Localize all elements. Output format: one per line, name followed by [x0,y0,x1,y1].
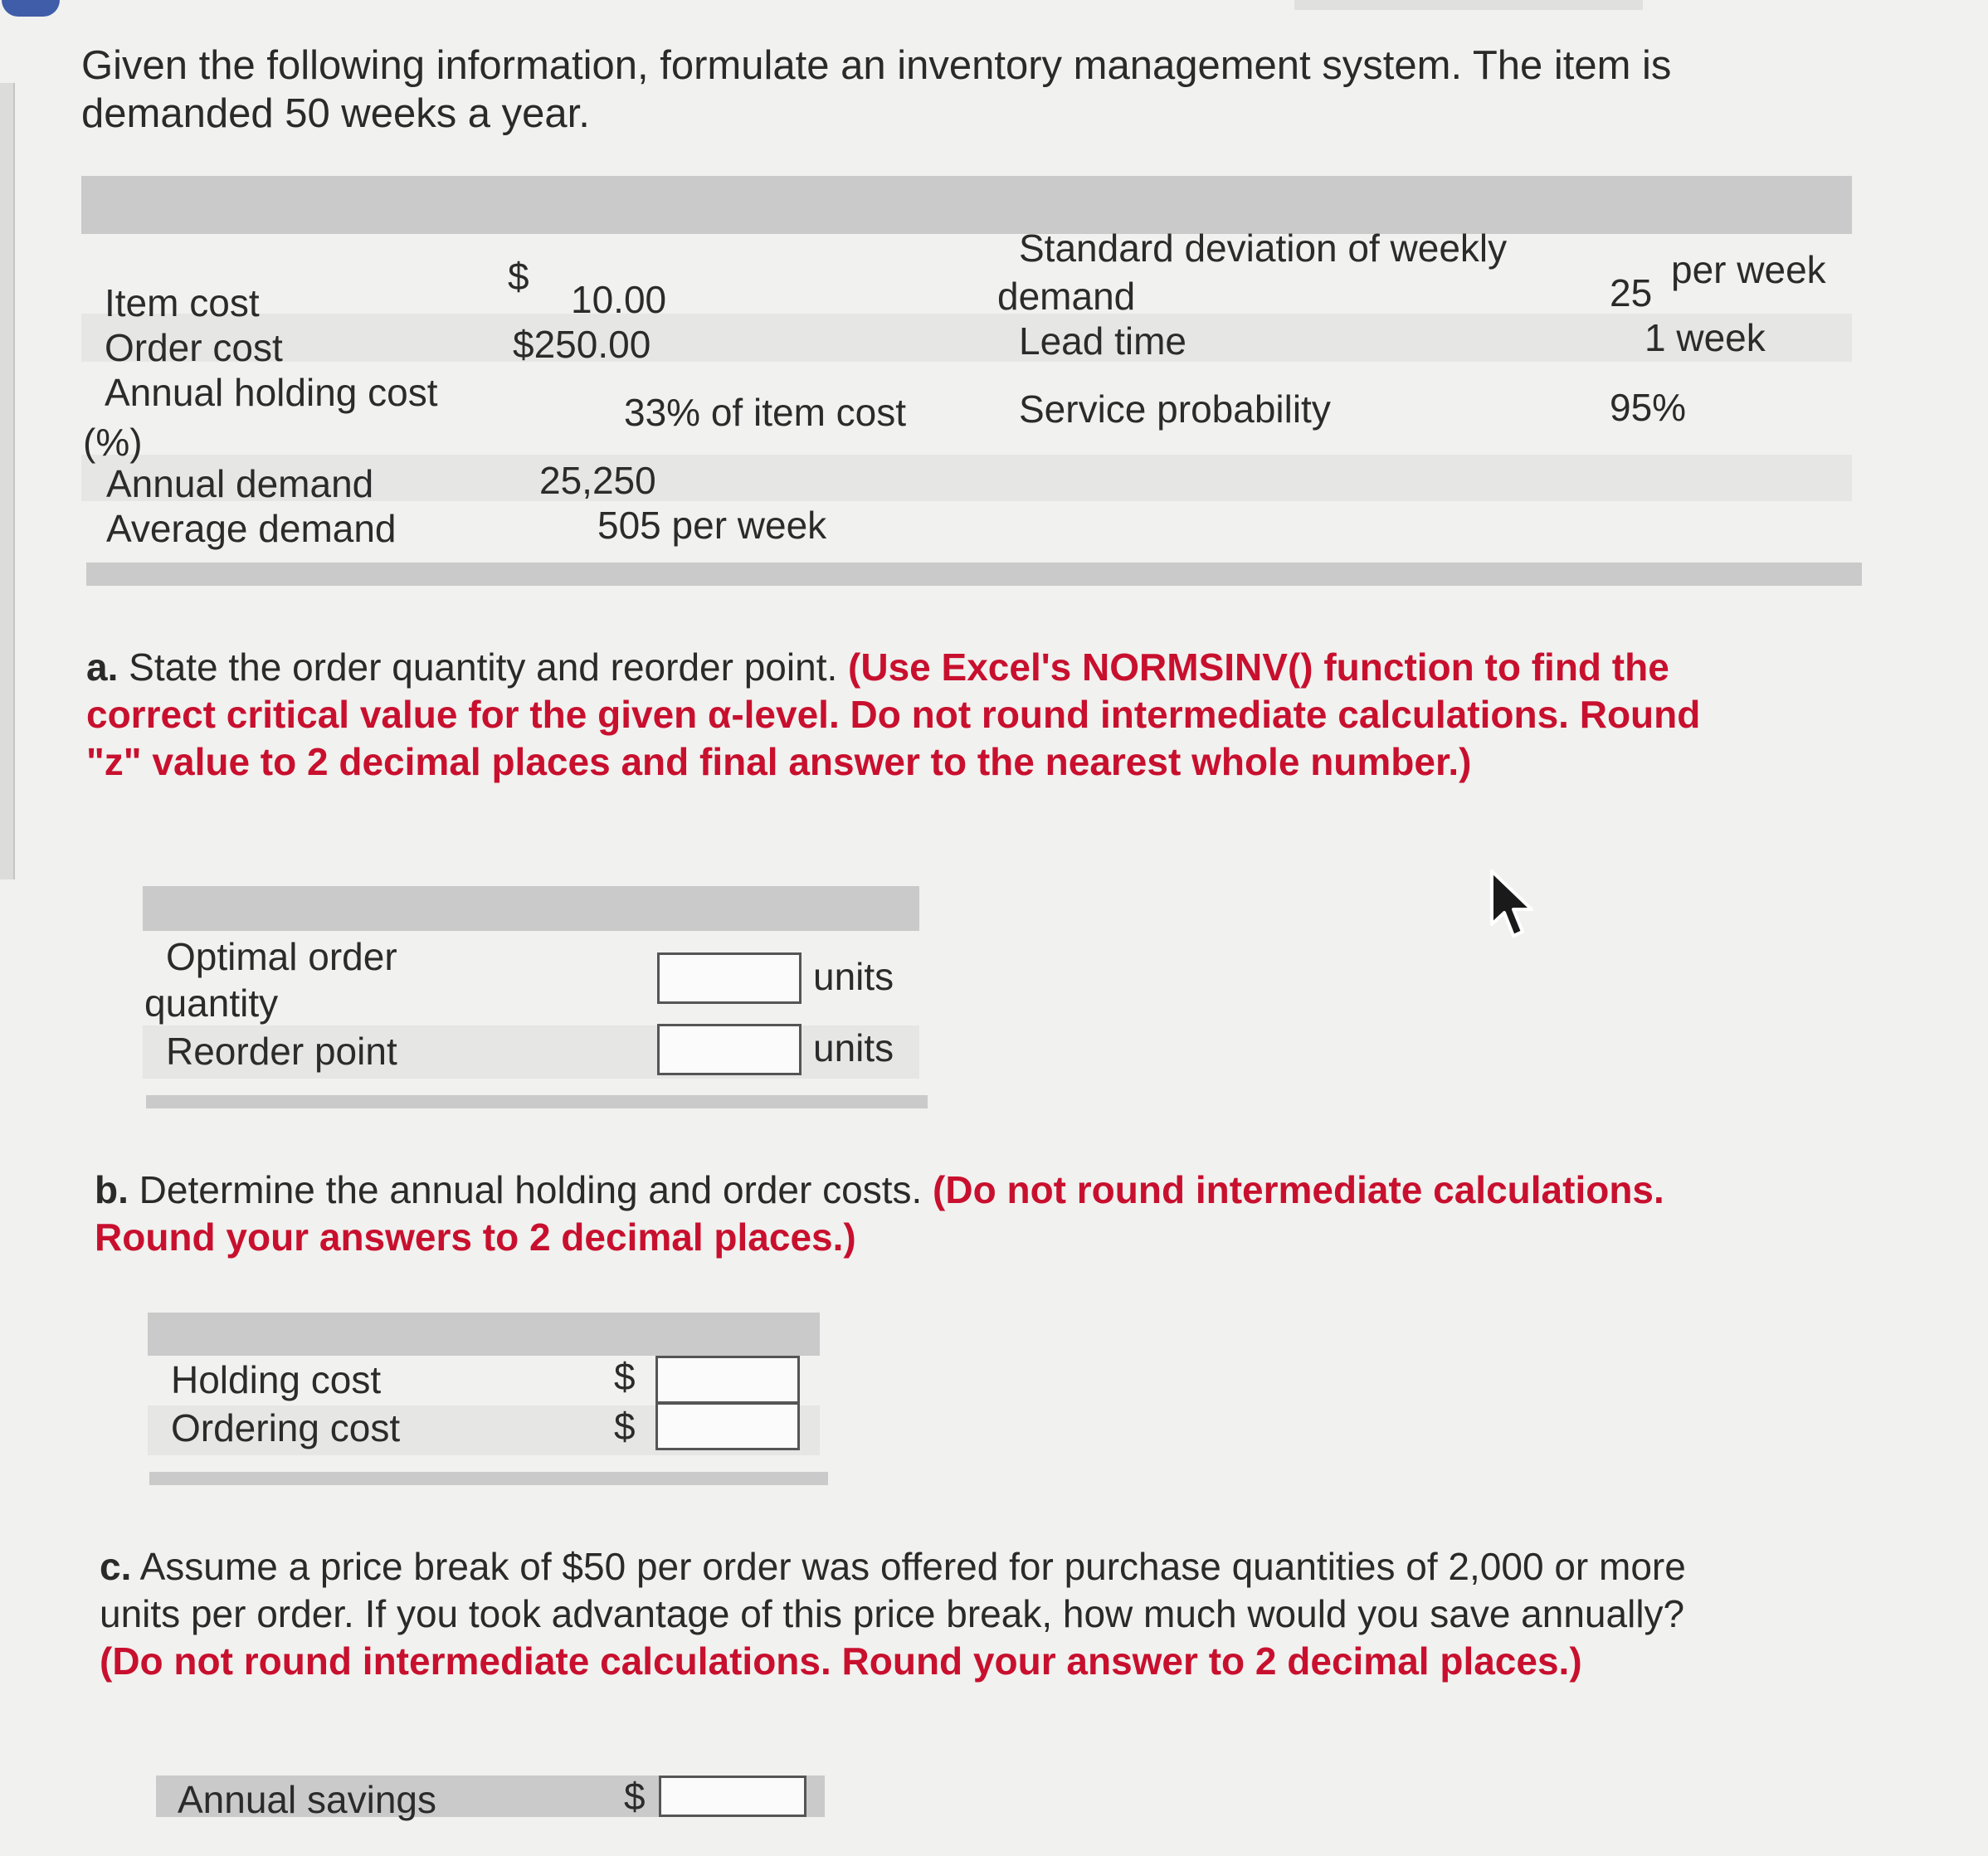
optimal-order-quantity-input[interactable] [657,952,802,1004]
average-demand-value: 505 per week [597,504,827,547]
std-dev-value: 25 [1610,271,1653,314]
item-cost-label: Item cost [105,281,260,324]
part-a-letter: a. [86,645,119,689]
part-b-table-header [148,1313,820,1356]
holding-cost-dollar: $ [614,1355,636,1398]
holding-cost-label: Annual holding cost [105,371,438,414]
reorder-point-input[interactable] [657,1024,802,1075]
item-cost-symbol: $ [508,255,529,298]
annual-demand-label: Annual demand [106,462,374,505]
optimal-order-quantity-unit: units [813,955,894,998]
ordering-cost-dollar: $ [614,1405,636,1448]
average-demand-label: Average demand [106,507,397,550]
holding-cost-result-label: Holding cost [171,1358,382,1401]
order-cost-label: Order cost [105,326,283,369]
item-cost-value: 10.00 [571,278,667,321]
annual-savings-dollar: $ [624,1775,646,1818]
part-c-instruction: (Do not round intermediate calculations. Round your answer to 2 decimal places.) [100,1639,1582,1683]
part-a-table-footer [146,1095,928,1108]
part-a-text: State the order quantity and reorder point. [129,645,838,689]
annual-demand-value: 25,250 [539,459,656,502]
part-b-table-footer [149,1472,828,1485]
annual-savings-label: Annual savings [178,1778,436,1821]
part-c-question [100,1543,1727,1685]
part-a-question [86,644,1729,786]
holding-cost-input[interactable] [655,1356,800,1404]
std-dev-label-cont: demand [997,275,1136,318]
part-b-text: Determine the annual holding and order costs. [139,1168,923,1211]
std-dev-label: Standard deviation of weekly [1019,227,1508,270]
ordering-cost-input[interactable] [655,1402,800,1450]
info-table-footer [86,563,1862,586]
order-cost-value: $250.00 [513,323,651,366]
question-intro: Given the following information, formulate an inventory management system. The item is demanded 50 weeks a year. [81,43,1672,136]
ordering-cost-label: Ordering cost [171,1406,401,1449]
info-badge-icon [2,0,60,17]
optimal-order-quantity-label-cont: quantity [144,982,279,1025]
reorder-point-label: Reorder point [166,1030,397,1073]
part-a-table-header [143,886,919,931]
info-table-header [81,176,1852,234]
annual-savings-input[interactable] [659,1776,806,1817]
part-b-question [95,1167,1727,1261]
service-probability-value: 95% [1610,386,1687,429]
part-a-instruction: (Use Excel's NORMSINV() function to find the correct critical value for the given α-level. Do not round intermediate calculations. Round "z" value to 2 decimal places and final answer to the nearest whole number.) [86,645,1701,783]
lead-time-label: Lead time [1019,319,1187,363]
lead-time-value: 1 week [1644,316,1766,359]
part-b-letter: b. [95,1168,129,1211]
holding-cost-value: 33% of item cost [624,391,907,434]
std-dev-unit: per week [1671,248,1826,291]
part-b-instruction: (Do not round intermediate calculations. Round your answers to 2 decimal places.) [95,1168,1664,1259]
part-c-letter: c. [100,1545,132,1588]
part-c-text: Assume a price break of $50 per order was offered for purchase quantities of 2,000 or more units per order. If you took advantage of this price break, how much would you save annually? [100,1545,1686,1635]
reorder-point-unit: units [813,1026,894,1069]
holding-cost-label-unit: (%) [83,421,143,464]
left-panel-edge [0,83,15,879]
optimal-order-quantity-label: Optimal order [166,935,397,978]
info-table-row-tint [81,314,1852,362]
service-probability-label: Service probability [1019,387,1331,431]
top-strip [1294,0,1643,10]
mouse-pointer-icon [1489,870,1538,941]
